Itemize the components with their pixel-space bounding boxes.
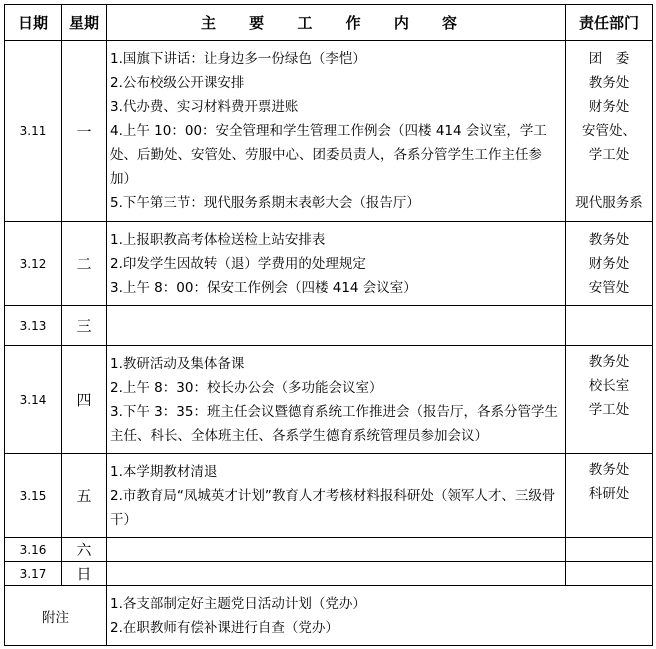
content-cell	[107, 538, 566, 562]
dept-item: 教务处	[588, 231, 630, 248]
dept-item: 财务处	[588, 99, 630, 115]
weekday-cell: 二	[62, 222, 107, 306]
weekday-cell: 日	[62, 562, 107, 586]
dept-item: 校长室	[588, 378, 630, 394]
list-item: 1.教研活动及集体备课	[110, 355, 245, 372]
list-item: 3.上午 8：00：保安工作例会（四楼 414 会议室）	[110, 279, 417, 296]
table-row	[5, 562, 653, 586]
content-cell	[107, 562, 566, 586]
table-row	[5, 41, 653, 222]
dept-item: 教务处	[588, 462, 630, 478]
list-item: 3.下午 3：35：班主任会议暨德育系统工作推进会（报告厅，各系分管学生主任、科长、全体班主任、各系学生德育系统管理员参加会议）	[110, 403, 558, 444]
dept-item: 学工处	[588, 147, 630, 163]
header-dept: 责任部门	[566, 5, 653, 41]
header-date: 日期	[5, 5, 62, 41]
dept-cell	[566, 538, 653, 562]
date-cell: 3.12	[5, 222, 62, 306]
list-item: 1.本学期教材清退	[110, 463, 218, 480]
date-cell: 3.15	[5, 454, 62, 538]
list-item: 2.公布校级公开课安排	[110, 75, 245, 91]
date-cell: 3.13	[5, 306, 62, 346]
list-item: 3.代办费、实习材料费开票进账	[110, 99, 299, 115]
weekday-cell: 五	[62, 454, 107, 538]
content-cell	[107, 454, 566, 538]
weekly-schedule-table	[4, 4, 653, 646]
table-row	[5, 538, 653, 562]
date-cell: 3.17	[5, 562, 62, 586]
weekday-cell: 一	[62, 41, 107, 222]
list-item: 1.国旗下讲话：让身边多一份绿色（李恺）	[110, 51, 366, 67]
weekday-cell: 三	[62, 306, 107, 346]
dept-item: 教务处	[588, 75, 630, 91]
table-row	[5, 346, 653, 454]
table-row	[5, 222, 653, 306]
list-item: 2.市教育局“凤城英才计划”教育人才考核材料报科研处（领军人才、三级骨干）	[110, 487, 556, 528]
content-cell	[107, 222, 566, 306]
content-cell	[107, 306, 566, 346]
list-item: 4.上午 10：00：安全管理和学生管理工作例会（四楼 414 会议室，学工处、后勤处、安管处、劳服中心、团委员责人，各系分管学生工作主任参加）	[110, 123, 547, 187]
list-item: 2.在职教师有偿补课进行自查（党办）	[110, 619, 339, 636]
dept-item: 安管处、	[582, 123, 636, 139]
list-item: 2.印发学生因故转（退）学费用的处理规定	[110, 255, 366, 272]
dept-item: 团 委	[588, 51, 630, 67]
header-weekday: 星期	[62, 5, 107, 41]
dept-item: 教务处	[588, 354, 630, 370]
dept-item: 科研处	[588, 486, 630, 502]
dept-cell	[566, 222, 653, 306]
table-row	[5, 306, 653, 346]
dept-item: 现代服务系	[575, 195, 643, 211]
dept-cell	[566, 346, 653, 454]
dept-item: 财务处	[588, 255, 630, 272]
weekday-cell: 四	[62, 346, 107, 454]
dept-item: 安管处	[588, 279, 630, 296]
content-cell	[107, 41, 566, 222]
dept-cell	[566, 562, 653, 586]
dept-item: 学工处	[588, 402, 630, 418]
weekday-cell: 六	[62, 538, 107, 562]
header-row	[5, 5, 653, 41]
notes-label: 附注	[5, 586, 107, 646]
date-cell: 3.14	[5, 346, 62, 454]
list-item: 1.各支部制定好主题党日活动计划（党办）	[110, 595, 366, 612]
list-item: 2.上午 8：30：校长办公会（多功能会议室）	[110, 379, 383, 396]
dept-cell	[566, 454, 653, 538]
content-cell	[107, 346, 566, 454]
date-cell: 3.11	[5, 41, 62, 222]
dept-cell	[566, 41, 653, 222]
table-row	[5, 454, 653, 538]
list-item: 5.下午第三节：现代服务系期末表彰大会（报告厅）	[110, 195, 420, 211]
dept-cell	[566, 306, 653, 346]
header-content: 主 要 工 作 内 容	[107, 5, 566, 41]
notes-content	[107, 586, 653, 646]
list-item: 1.上报职教高考体检送检上站安排表	[110, 231, 326, 248]
notes-row	[5, 586, 653, 646]
date-cell: 3.16	[5, 538, 62, 562]
